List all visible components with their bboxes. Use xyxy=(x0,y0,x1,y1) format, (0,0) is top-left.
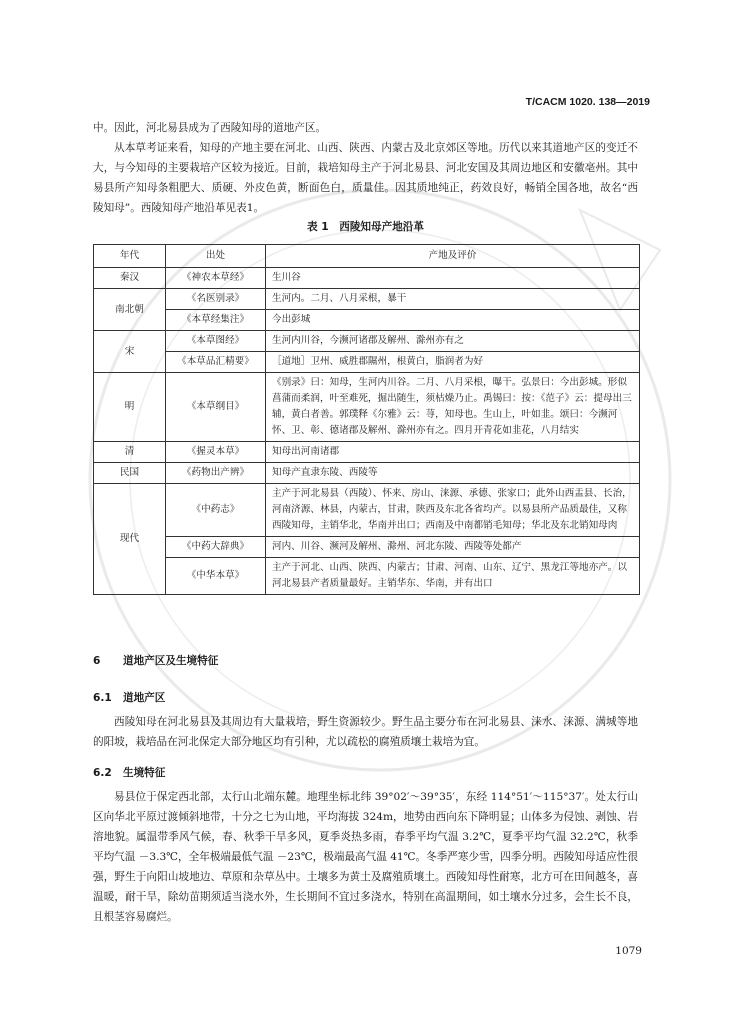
section-number: 6 xyxy=(93,655,101,667)
desc-cell: 主产于河北易县（西陵）、怀来、房山、涞源、承德、张家口；此外山西盂县、长治，河南济源、林县，内蒙古，甘肃，陕西及东北各省均产。以易县所产品质最佳，又称西陵知母，主销华北，华南并出口；西南及中南都销毛知母；华北及东北销知母肉 xyxy=(266,484,640,537)
section-heading-6-1 xyxy=(93,690,165,705)
source-cell: 《握灵本草》 xyxy=(166,442,266,463)
desc-cell: 生河内川谷，今濒河诸郡及解州、滁州亦有之 xyxy=(266,331,640,352)
era-cell: 清 xyxy=(94,442,166,463)
desc-cell: 生河内。二月、八月采根，暴干 xyxy=(266,289,640,310)
paragraph-origin-region xyxy=(93,712,638,752)
section-title: 道地产区及生境特征 xyxy=(123,655,219,667)
source-cell: 《本草经集注》 xyxy=(166,310,266,331)
table-row xyxy=(94,373,640,442)
table-row xyxy=(94,310,640,331)
desc-cell: 生川谷 xyxy=(266,268,640,289)
era-cell: 南北朝 xyxy=(94,289,166,331)
source-cell: 《中药志》 xyxy=(166,484,266,537)
desc-cell: 主产于河北、山西、陕西、内蒙古；甘肃、河南、山东、辽宁、黑龙江等地亦产。以河北易县产者质量最好。主销华东、华南，并有出口 xyxy=(266,558,640,595)
desc-cell: 今出彭城 xyxy=(266,310,640,331)
standard-code: T/CACM 1020. 138—2019 xyxy=(525,96,650,108)
table-row xyxy=(94,463,640,484)
era-cell: 宋 xyxy=(94,331,166,373)
section-heading-6-2 xyxy=(93,765,165,780)
section-number: 6.1 xyxy=(93,692,112,704)
paragraph-text: 中。因此，河北易县成为了西陵知母的道地产区。 xyxy=(93,122,327,134)
page-number: 1079 xyxy=(615,945,642,957)
table-row xyxy=(94,331,640,352)
source-cell: 《中药大辞典》 xyxy=(166,537,266,558)
table-row xyxy=(94,442,640,463)
source-cell: 《本草品汇精要》 xyxy=(166,352,266,373)
desc-cell: 知母出河南诸郡 xyxy=(266,442,640,463)
desc-cell: 河内、川谷、濒河及解州、滁州、河北东陵、西陵等处都产 xyxy=(266,537,640,558)
paragraph-text: 西陵知母在河北易县及其周边有大量栽培，野生资源较少。野生品主要分布在河北易县、涞水、涞源、满城等地的阳坡，栽培品在河北保定大部分地区均有引种，尤以疏松的腐殖质壤土栽培为宜。 xyxy=(93,716,638,748)
paragraph-continuation xyxy=(93,118,638,138)
header-era: 年代 xyxy=(94,245,166,268)
desc-cell: 知母产直隶东陵、西陵等 xyxy=(266,463,640,484)
paragraph-text: 从本草考证来看，知母的产地主要在河北、山西、陕西、内蒙古及北京郊区等地。历代以来其道地产区的变迁不大，与今知母的主要栽培产区较为接近。目前，栽培知母主产于河北易县、河北安国及其周边地区和安徽亳州。其中易县所产知母条粗肥大、质硬、外皮色黄，断面色白，质量佳。因其质地纯正，药效良好，畅销全国各地，故名“西陵知母”。西陵知母产地沿革见表1。 xyxy=(93,142,638,214)
table-caption: 表 1 西陵知母产地沿革 xyxy=(307,221,424,233)
section-number: 6.2 xyxy=(93,767,112,779)
table-row xyxy=(94,268,640,289)
paragraph-history xyxy=(93,138,638,218)
era-cell: 民国 xyxy=(94,463,166,484)
table-row xyxy=(94,352,640,373)
source-cell: 《本草图经》 xyxy=(166,331,266,352)
source-cell: 《名医别录》 xyxy=(166,289,266,310)
era-cell: 现代 xyxy=(94,484,166,595)
paragraph-text: 易县位于保定西北部，太行山北端东麓。地理坐标北纬 39°02′～39°35′，东经 114°51′～115°37′。处太行山区向华北平原过渡倾斜地带，十分之七为山地，平均海拔 324m，地势由西向东下降明显；山体多为侵蚀、剥蚀、岩溶地貌。属温带季风气候，春、秋季干旱多风，夏季炎热多雨，春季平均气温 3.2℃，夏季平均气温 32.2℃，秋季平均气温 －3.3℃，全年极端最低气温 －23℃，极端最高气温 41℃。冬季严寒少雪，四季分明。西陵知母适应性很强，野生于向阳山坡地边、草原和杂草丛中。土壤多为黄土及腐殖质壤土。西陵知母性耐寒，北方可在田间越冬，喜温暖，耐干旱，除幼苗期须适当浇水外，生长期间不宜过多浇水，特别在高温期间，如土壤水分过多，会生长不良，且根茎容易腐烂。 xyxy=(93,791,638,923)
table-row xyxy=(94,537,640,558)
table-row xyxy=(94,289,640,310)
source-cell: 《中华本草》 xyxy=(166,558,266,595)
source-cell: 《本草纲目》 xyxy=(166,373,266,442)
table-header-row xyxy=(94,245,640,268)
origin-history-table xyxy=(93,244,640,595)
section-heading-6 xyxy=(93,653,218,668)
paragraph-habitat xyxy=(93,787,638,927)
header-desc: 产地及评价 xyxy=(266,245,640,268)
table-row xyxy=(94,558,640,595)
desc-cell: ［道地］卫州、威胜郡隰州，根黄白，脂润者为好 xyxy=(266,352,640,373)
header-source: 出处 xyxy=(166,245,266,268)
source-cell: 《神农本草经》 xyxy=(166,268,266,289)
source-cell: 《药物出产辨》 xyxy=(166,463,266,484)
table-row xyxy=(94,484,640,537)
era-cell: 秦汉 xyxy=(94,268,166,289)
section-title: 道地产区 xyxy=(123,692,166,704)
desc-cell: 《别录》曰：知母，生河内川谷。二月、八月采根，曝干。弘景曰：今出彭城。形似菖蒲而柔润，叶至难死，掘出随生，须枯燥乃止。禹锡曰：按：《范子》云：提母出三辅，黄白者善。郭璞释《尔雅》云：荨，知母也。生山上，叶如韭。颂曰：今濒河怀、卫、彰、德诸郡及解州、滁州亦有之。四月开青花如韭花，八月结实 xyxy=(266,373,640,442)
era-cell: 明 xyxy=(94,373,166,442)
section-title: 生境特征 xyxy=(123,767,166,779)
